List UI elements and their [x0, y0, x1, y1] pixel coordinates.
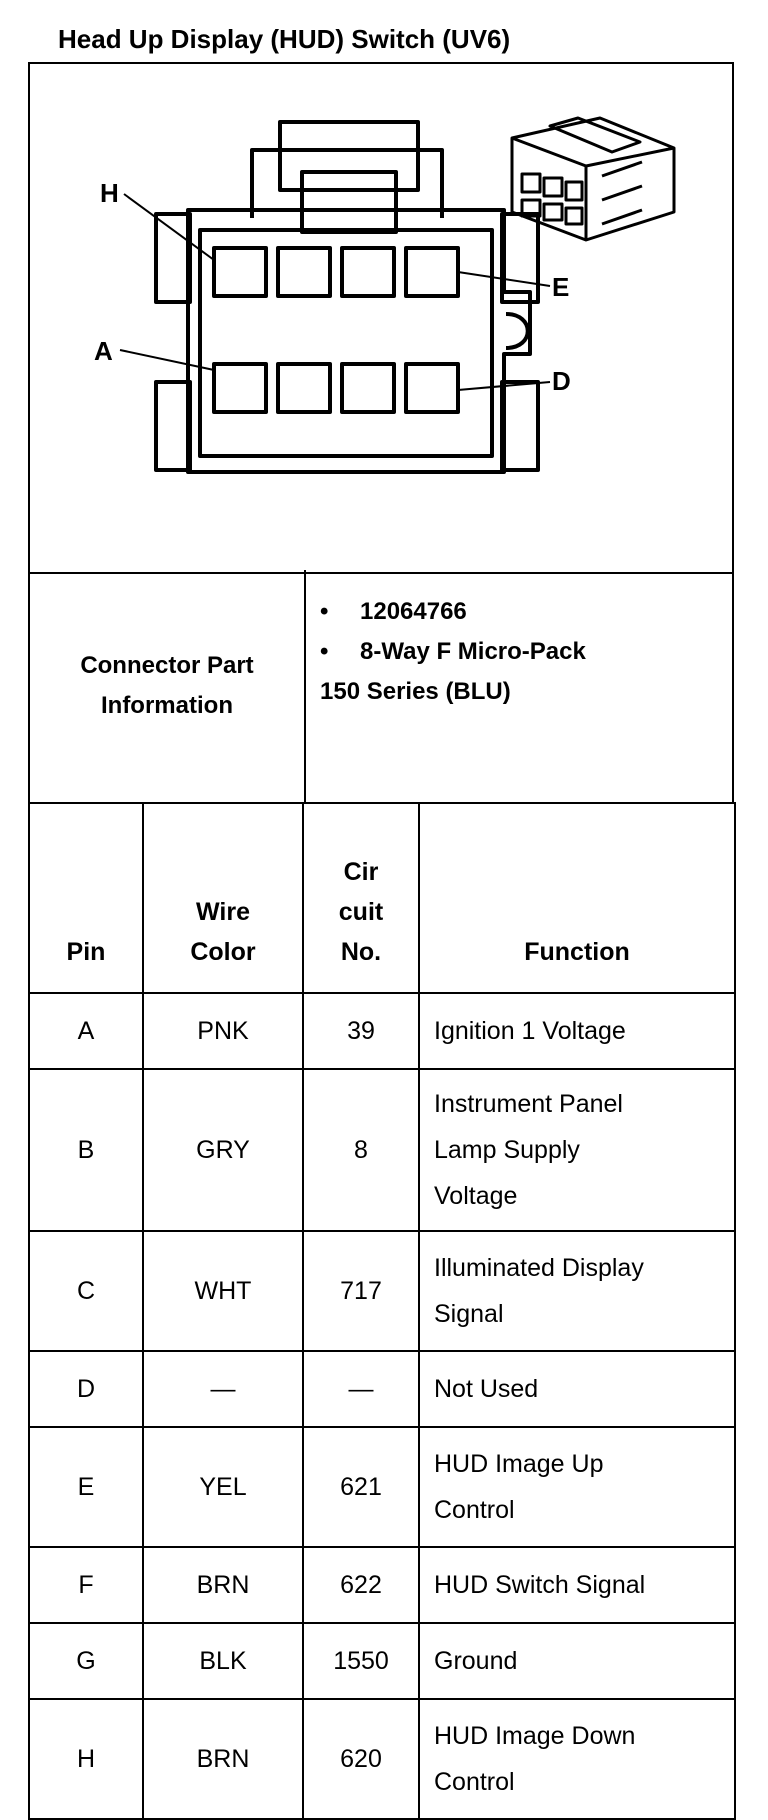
header-wire-color: Wire Color: [143, 803, 303, 993]
table-row: [29, 1351, 735, 1427]
function-cell: [419, 1699, 735, 1819]
function-line: Control: [434, 1496, 515, 1524]
wire-color-cell: PNK: [143, 993, 303, 1069]
pin-label-a: A: [94, 336, 113, 366]
function-line: Ground: [434, 1647, 518, 1675]
pin-cell: F: [29, 1547, 143, 1623]
wire-color-cell: —: [143, 1351, 303, 1427]
function-line: Instrument Panel: [434, 1090, 623, 1118]
wire-color-cell: WHT: [143, 1231, 303, 1351]
wire-color-cell: YEL: [143, 1427, 303, 1547]
pin-cell: A: [29, 993, 143, 1069]
circuit-cell: —: [303, 1351, 419, 1427]
pin-label-h: H: [100, 178, 119, 208]
wire-color-cell: BRN: [143, 1547, 303, 1623]
function-cell: [419, 1351, 735, 1427]
connector-info-label: Connector Part Information: [30, 570, 306, 802]
table-row: [29, 1069, 735, 1231]
function-line: HUD Switch Signal: [434, 1571, 646, 1599]
function-cell: [419, 1427, 735, 1547]
circuit-cell: 622: [303, 1547, 419, 1623]
wire-color-cell: BRN: [143, 1699, 303, 1819]
header-function: Function: [419, 803, 735, 993]
function-cell: [419, 1069, 735, 1231]
pin-label-d: D: [552, 366, 571, 396]
function-line: Illuminated Display: [434, 1254, 644, 1282]
connector-info-row: [28, 570, 734, 804]
function-cell: [419, 1623, 735, 1699]
function-line: HUD Image Up: [434, 1450, 604, 1478]
connector-3d-icon: [512, 118, 674, 240]
pin-cell: E: [29, 1427, 143, 1547]
function-line: Control: [434, 1768, 515, 1796]
pin-table: [28, 802, 736, 1820]
circuit-cell: 621: [303, 1427, 419, 1547]
pin-label-e: E: [552, 272, 570, 302]
function-cell: [419, 1547, 735, 1623]
table-row: [29, 1547, 735, 1623]
pin-cell: B: [29, 1069, 143, 1231]
function-cell: [419, 993, 735, 1069]
function-cell: [419, 1231, 735, 1351]
table-header-row: [29, 803, 735, 993]
circuit-cell: 620: [303, 1699, 419, 1819]
circuit-cell: 39: [303, 993, 419, 1069]
function-line: Ignition 1 Voltage: [434, 1017, 626, 1045]
header-pin: Pin: [29, 803, 143, 993]
connector-face-drawing: [30, 64, 732, 572]
function-line: Lamp Supply: [434, 1136, 580, 1164]
table-row: [29, 1699, 735, 1819]
table-row: [29, 993, 735, 1069]
header-circuit-no: Cir cuit No.: [303, 803, 419, 993]
pin-cell: H: [29, 1699, 143, 1819]
page-title: Head Up Display (HUD) Switch (UV6): [58, 24, 511, 54]
function-line: Not Used: [434, 1375, 539, 1403]
connector-info-details: • 12064766 • 8-Way F Micro-Pack 150 Series (BLU): [320, 592, 586, 712]
wire-color-cell: GRY: [143, 1069, 303, 1231]
part-number: 12064766: [360, 598, 467, 625]
pin-cell: G: [29, 1623, 143, 1699]
connector-diagram: [28, 62, 734, 574]
table-row: [29, 1623, 735, 1699]
function-line: HUD Image Down: [434, 1722, 636, 1750]
circuit-cell: 717: [303, 1231, 419, 1351]
connector-series: 150 Series (BLU): [320, 678, 511, 705]
pin-cell: C: [29, 1231, 143, 1351]
table-row: [29, 1231, 735, 1351]
connector-description: 8-Way F Micro-Pack: [360, 638, 586, 665]
pin-cell: D: [29, 1351, 143, 1427]
pin-table-body: [29, 993, 735, 1819]
wire-color-cell: BLK: [143, 1623, 303, 1699]
table-row: [29, 1427, 735, 1547]
function-line: Signal: [434, 1300, 504, 1328]
function-line: Voltage: [434, 1182, 518, 1210]
circuit-cell: 1550: [303, 1623, 419, 1699]
circuit-cell: 8: [303, 1069, 419, 1231]
